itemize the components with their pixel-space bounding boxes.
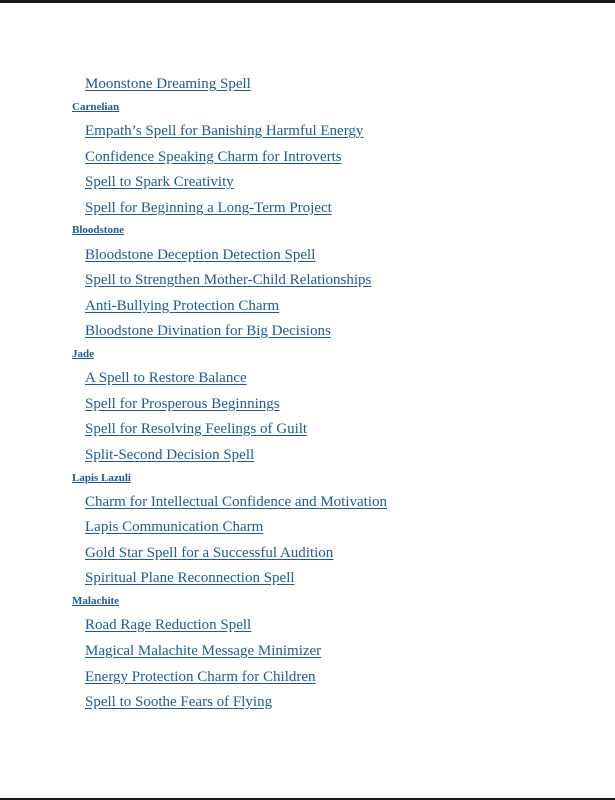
- toc-heading-carnelian[interactable]: Carnelian: [72, 101, 120, 113]
- toc-link-lapis-1[interactable]: Charm for Intellectual Confidence and Motivation: [85, 494, 387, 510]
- toc-link-carnelian-3[interactable]: Spell to Spark Creativity: [85, 174, 234, 190]
- toc-link-bloodstone-1[interactable]: Bloodstone Deception Detection Spell: [85, 247, 316, 263]
- toc-link-moonstone-dreaming-spell[interactable]: Moonstone Dreaming Spell: [85, 76, 251, 92]
- page-top-border: [0, 0, 615, 3]
- toc-link-malachite-1[interactable]: Road Rage Reduction Spell: [85, 617, 252, 633]
- toc-link-jade-4[interactable]: Split-Second Decision Spell: [85, 447, 255, 463]
- toc-link-jade-2[interactable]: Spell for Prosperous Beginnings: [85, 396, 280, 412]
- toc-link-bloodstone-2[interactable]: Spell to Strengthen Mother-Child Relationships: [85, 272, 372, 288]
- toc-link-carnelian-1[interactable]: Empath’s Spell for Banishing Harmful Energy: [85, 123, 364, 139]
- toc-link-malachite-2[interactable]: Magical Malachite Message Minimizer: [85, 643, 322, 659]
- toc-link-malachite-3[interactable]: Energy Protection Charm for Children: [85, 669, 316, 685]
- toc-heading-lapis-lazuli[interactable]: Lapis Lazuli: [72, 472, 131, 484]
- toc-heading-jade[interactable]: Jade: [72, 348, 94, 360]
- toc-heading-bloodstone[interactable]: Bloodstone: [72, 224, 124, 236]
- toc-link-malachite-4[interactable]: Spell to Soothe Fears of Flying: [85, 694, 273, 710]
- toc-link-bloodstone-3[interactable]: Anti-Bullying Protection Charm: [85, 298, 280, 314]
- toc-link-jade-1[interactable]: A Spell to Restore Balance: [85, 370, 247, 386]
- toc-link-carnelian-4[interactable]: Spell for Beginning a Long-Term Project: [85, 200, 332, 216]
- toc-heading-malachite[interactable]: Malachite: [72, 595, 120, 607]
- toc-link-lapis-4[interactable]: Spiritual Plane Reconnection Spell: [85, 570, 295, 586]
- toc-link-jade-3[interactable]: Spell for Resolving Feelings of Guilt: [85, 421, 308, 437]
- toc-link-carnelian-2[interactable]: Confidence Speaking Charm for Introverts: [85, 149, 342, 165]
- toc-link-lapis-3[interactable]: Gold Star Spell for a Successful Audition: [85, 545, 334, 561]
- toc-link-lapis-2[interactable]: Lapis Communication Charm: [85, 519, 264, 535]
- toc-link-bloodstone-4[interactable]: Bloodstone Divination for Big Decisions: [85, 323, 331, 339]
